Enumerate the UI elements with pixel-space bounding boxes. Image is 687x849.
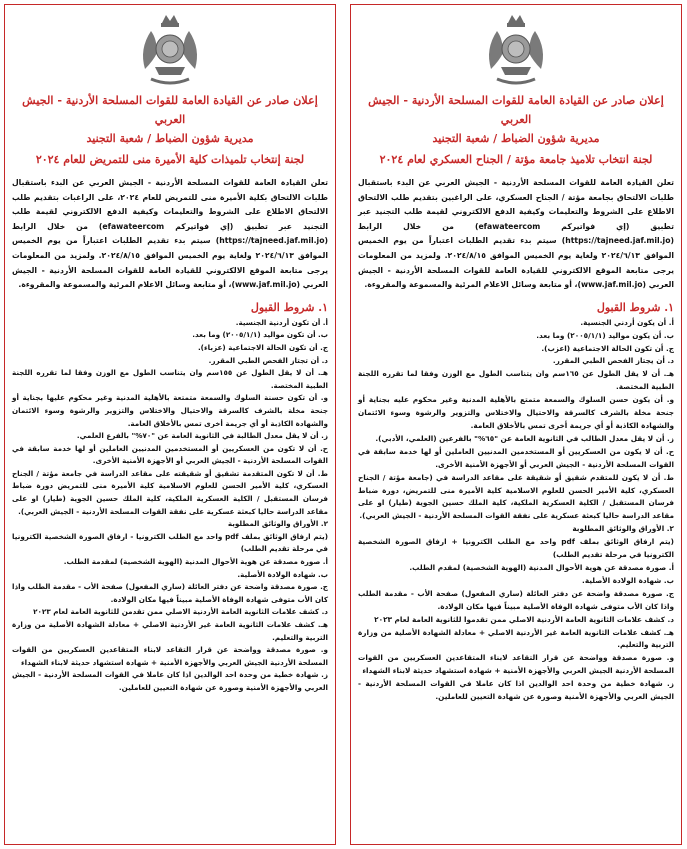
announcement-subtitle: مديرية شؤون الضباط / شعبة التجنيد: [432, 132, 600, 145]
jaf-emblem-icon: [135, 9, 205, 89]
announcement-title: إعلان صادر عن القيادة العامة للقوات المسلحة الأردنية - الجيش العربي: [368, 93, 664, 126]
list-item: ب. شهادة الولادة الأصلية.: [582, 575, 674, 585]
list-item: أ. صورة مصدقة عن هوية الأحوال المدنية (الهوية الشخصية) لمقدم الطلب.: [409, 562, 674, 572]
list-item: ٢. الأوراق والوثائق المطلوبة: [572, 524, 674, 534]
list-item: و. صورة مصدقة وواضحة عن قرار التقاعد لابناء المتقاعدين العسكريين من القوات المسلحة الأردنية الجيش العربي والأجهزة الأمنية + شهادة استشهاد حديثة لابناء الشهداء: [358, 653, 674, 676]
list-item: ب. أن يكون مواليد (٢٠٠٥/١/١) وما بعد.: [536, 330, 674, 340]
list-item: أ. صورة مصدقة عن هوية الأحوال المدنية (الهوية الشخصية) لمقدمة الطلب.: [63, 557, 328, 567]
announcement-subtitle: مديرية شؤون الضباط / شعبة التجنيد: [86, 132, 254, 145]
list-item: ج. صورة مصدقة واضحة عن دفتر العائلة (ساري المفعول) صفحة الأب - مقدمة الطلب واذا كان الأب متوفى شهادة الوفاة الأصلية مبيناً فيها مكان الولادة.: [358, 588, 674, 611]
list-item: ب. أن تكون مواليد (٢٠٠٥/١/١) وما بعد.: [192, 330, 328, 340]
list-item: ب. شهادة الولادة الأصلية.: [237, 569, 328, 579]
list-item: (يتم ارفاق الوثائق بملف pdf واحد مع الطلب الكترونيا + ارفاق الصورة الشخصية الكترونيا في مرحلة تقديم الطلب): [358, 537, 674, 560]
list-item: ط. أن لا تكون المتقدمة تشقيق أو شقيقته على مقاعد الدراسة في جامعة مؤتة / الجناح العسكري، كلية الأمير الحسن للعلوم الاسلامية كلية الأميرة منى للتمريض دورة ضباط فرسان المستقبل / الكلية العسكرية الملكية، كلية الملك حسين الجوية (طيار) او على مقاعد الدراسة حاليا كبعثة عسكرية على نفقة القوات المسلحة الأردنية - الجيش العربي).: [12, 468, 328, 516]
list-item: ٢. الأوراق والوثائق المطلوبة: [227, 519, 328, 529]
list-item: ج. أن تكون الحالة الاجتماعية (عزباء).: [197, 342, 328, 352]
list-item: ح. أن لا تكون من العسكريين أو المستخدمين المدنيين العاملين أو لها خدمة سابقة في القوات المسلحة الأردنية - الجيش العربي أو الأجهزة الأمنية الأخرى.: [12, 443, 328, 466]
list-item: هـ. أن لا يقل الطول عن ١٥٥سم وان يتناسب الطول مع الوزن وفقا لما تقرره اللجنة الطبية المختصة.: [12, 368, 328, 390]
list-item: د. كشف علامات الثانوية العامة الأردنية الاصلي ممن تقدموا للثانوية العامة لعام ٢٠٢٣: [374, 614, 674, 624]
conditions-list: [358, 317, 674, 704]
list-item: هـ. كشف علامات الثانوية العامة غير الأردنية الاصلي + معادلة الشهادة الأصلية من وزارة التربية والتعليم.: [358, 627, 674, 650]
list-item: و. صورة مصدقة وواضحة عن قرار التقاعد لابناء المتقاعدين العسكريين من القوات المسلحة الأردنية الجيش العربي والأجهزة الأمنية + شهادة استشهاد حديثة لابناء الشهداء: [12, 645, 328, 667]
list-item: ز. أن لا يقل معدل الطالبة في الثانوية العامة عن "٧٠%" بالفرع العلمي.: [76, 431, 328, 441]
jaf-emblem-icon: [481, 9, 551, 89]
intro-paragraph: تعلن القيادة العامة للقوات المسلحة الأردنية - الجيش العربي عن البدء باستقبال طلبات الالتحاق بكلية الأميرة منى للتمريض للعام ٢٠٢٤، على الراغبات بتقديم طلب الالتحاق الاطلاع على الشروط والتعليمات وكيفية الدفع الالكتروني لقيمة طلب التجنيد عبر تطبيق (إي فواتيركم efawateercom) من خلال الرابط (https://tajneed.jaf.mil.jo) سيتم بدء تقديم الطلبات اعتباراً من يوم الخميس الموافق ٢٠٢٤/٦/١٣ ولغاية يوم الخميس الموافق ٢٠٢٤/٨/١٥. ولمزيد من المعلومات يرجى متابعة الموقع الالكتروني للقيادة العامة للقوات المسلحة الأردنية - الجيش العربي (www.jaf.mil.jo)، أو متابعة وسائل الاعلام المرئية والمسموعة والمقروءة.: [12, 178, 329, 290]
committee-heading: لجنة انتخاب تلاميذ جامعة مؤتة / الجناح العسكري لعام ٢٠٢٤: [379, 153, 653, 166]
intro-paragraph: تعلن القيادة العامة للقوات المسلحة الأردنية - الجيش العربي عن البدء باستقبال طلبات الالتحاق بجامعة مؤتة / الجناح العسكري، على الراغبين بتقديم طلب الالتحاق الاطلاع على الشروط والتعليمات وكيفية الدفع الالكتروني لقيمة طلب التجنيد عبر تطبيق (إي فواتيركم efawateercom) من خلال الرابط (https://tajneed.jaf.mil.jo) سيتم بدء تقديم الطلبات اعتباراً من يوم الخميس الموافق ٢٠٢٤/٦/١٣ ولغاية يوم الخميس الموافق ٢٠٢٤/٨/١٥. ولمزيد من المعلومات يرجى متابعة الموقع الالكتروني للقيادة العامة للقوات المسلحة الأردنية - الجيش العربي (www.jaf.mil.jo)، أو متابعة وسائل الاعلام المرئية والمسموعة والمقروءة.: [358, 178, 674, 290]
section-heading-admission: ١. شروط القبول: [596, 300, 674, 314]
list-item: و. أن يكون حسن السلوك والسمعة متمتع بالأهلية المدنية وغير محكوم عليه بجناية أو جنحة مخلة بالشرف كالسرقة والاحتيال والاختلاس والتزوير والرشوة وسوء الائتمان والشهادة الكاذبة أو أي جريمة أخرى تمس بالأخلاق العامة.: [358, 395, 674, 430]
list-item: هـ. أن لا يقل الطول عن ١٦٥سم وان يتناسب الطول مع الوزن وفقا لما تقرره اللجنة الطبية المختصة.: [358, 369, 675, 392]
announcement-title: إعلان صادر عن القيادة العامة للقوات المسلحة الأردنية - الجيش العربي: [22, 93, 318, 126]
committee-heading: لجنة إنتخاب تلميذات كلية الأميرة منى للتمريض للعام ٢٠٢٤: [35, 153, 305, 166]
section-heading-admission: ١. شروط القبول: [250, 300, 328, 314]
list-item: ز. شهادة خطية من وحدة احد الوالدين اذا كان عاملا في القوات المسلحة الأردنية - الجيش العربي والأجهزة الأمنية وصورة عن شهادة التعيين للعاملين.: [358, 679, 674, 702]
list-item: ح. أن لا يكون من العسكريين أو المستخدمين المدنيين العاملين أو لها خدمة سابقة في القوات المسلحة الأردنية - الجيش العربي أو الأجهزة الأمنية الأخرى.: [358, 446, 674, 469]
list-item: و. أن تكون حسنة السلوك والسمعة متمتعة بالأهلية المدنية وغير محكوم عليها بجناية أو جنحة مخلة بالشرف كالسرقة والاحتيال والاختلاس والتزوير والرشوة وسوء الائتمان والشهادة الكاذبة أو أي جريمة أخرى تمس بالأخلاق العامة.: [12, 393, 328, 428]
announcement-nursing-college: [4, 4, 336, 845]
list-item: ج. صورة مصدقة واضحة عن دفتر العائلة (ساري المفعول) صفحة الأب - مقدمة الطلب واذا كان الأب متوفى شهادة الوفاة الأصلية مبيناً فيها مكان الولادة.: [12, 582, 328, 604]
list-item: أ. أن تكون أردنية الجنسية.: [235, 317, 328, 327]
list-item: د. أن تجتاز الفحص الطبي المقرر.: [208, 355, 328, 365]
list-item: د. كشف علامات الثانوية العامة الأردنية الاصلي ممن تقدمن للثانوية العامة لعام ٢٠٢٣: [33, 607, 328, 617]
conditions-list: [12, 317, 328, 695]
list-item: ز. أن لا يقل معدل الطالب في الثانوية العامة عن "٦٥%" بالفرعين (العلمي، الأدبي).: [375, 433, 674, 443]
list-item: هـ. كشف علامات الثانوية العامة غير الأردنية الاصلي + معادلة الشهادة الأصلية من وزارة التربية والتعليم.: [12, 620, 328, 642]
list-item: ز. شهادة خطية من وحدة احد الوالدين اذا كان عاملا في القوات المسلحة الأردنية - الجيش العربي والأجهزة الأمنية وصورة عن شهادة التعيين للعاملين.: [12, 670, 328, 692]
list-item: ط. أن لا يكون للمتقدم شقيق أو شقيقة على مقاعد الدراسة في (جامعة مؤتة / الجناح العسكري، كلية الأمير الحسن للعلوم الاسلامية كلية الأميرة منى للتمريض، دورة ضباط فرسان المستقبل / الكلية العسكرية الملكية، كلية الملك حسين الجوية (طيار) او على مقاعد الدراسة حاليا كبعثة عسكرية على نفقة القوات المسلحة الأردنية - الجيش العربي).: [358, 472, 674, 521]
list-item: (يتم ارفاق الوثائق بملف pdf واحد مع الطلب الكترونيا - ارفاق الصورة الشخصية الكترونيا في مرحلة تقديم الطلب): [12, 531, 328, 554]
list-item: ج. أن تكون الحالة الاجتماعية (اعزب).: [541, 343, 674, 353]
announcement-mutah-university: [350, 4, 682, 845]
list-item: د. أن يجتاز الفحص الطبي المقرر.: [552, 356, 674, 366]
list-item: أ. أن يكون أردني الجنسية.: [580, 317, 674, 327]
